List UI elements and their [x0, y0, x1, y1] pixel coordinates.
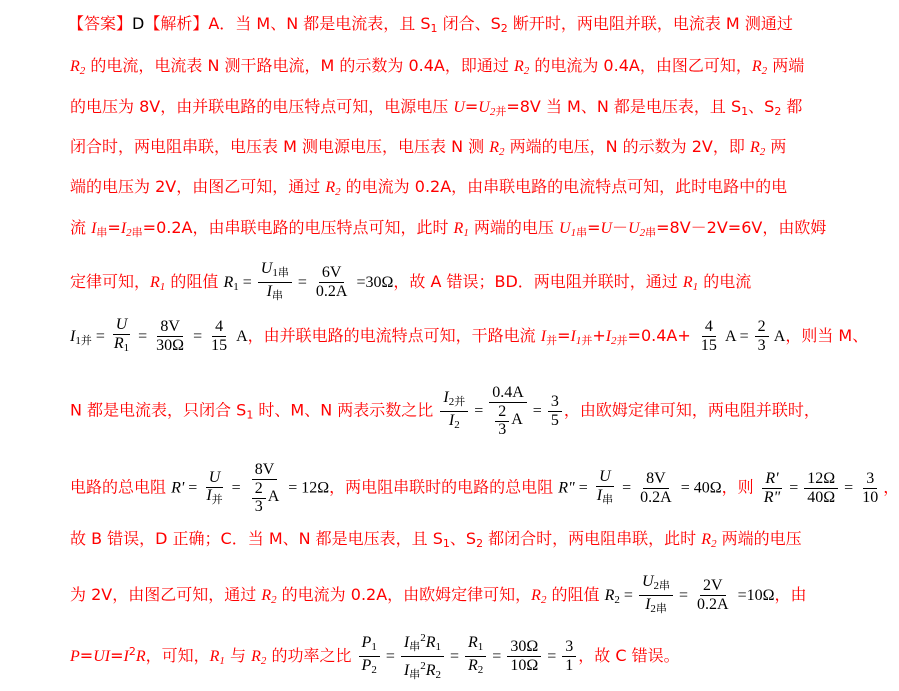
text: =0.2A，由串联电路的电压特点可知，此时 — [142, 218, 454, 237]
var: R — [251, 648, 261, 665]
num: R — [425, 634, 436, 651]
fraction — [153, 318, 187, 355]
sub: 串 — [131, 226, 143, 239]
math: A — [770, 328, 786, 345]
sub: 2 — [761, 65, 768, 77]
text: ， — [883, 477, 899, 497]
var: U — [628, 220, 640, 237]
sub: 2 — [540, 594, 547, 606]
fraction — [313, 264, 351, 301]
math: = — [227, 479, 245, 497]
text: 两端的电压，N 的示数为 2V，即 — [504, 137, 750, 156]
den: P — [361, 657, 372, 674]
sub: 串 — [645, 226, 657, 239]
text: = — [464, 97, 479, 116]
var: R — [749, 139, 760, 156]
var: U — [453, 99, 465, 116]
text-line-3 — [70, 96, 802, 123]
math: = — [618, 479, 636, 497]
var: R — [701, 531, 712, 548]
text: = — [587, 218, 601, 237]
text: 为 2V，由图乙可知，通过 — [70, 585, 262, 604]
fraction — [694, 577, 732, 614]
sub: 1 — [219, 655, 225, 667]
text: 断开时，两电阻并联，电流表 M 测通过 — [507, 14, 793, 33]
fraction — [359, 634, 380, 679]
sub: 2 — [435, 669, 441, 681]
var: P — [70, 648, 80, 665]
den: 0.2A — [697, 596, 729, 613]
sub: 2 — [476, 537, 484, 550]
sub: 1 — [442, 537, 450, 550]
sub: 1 — [430, 22, 438, 35]
den: I — [266, 283, 272, 300]
num: I — [403, 634, 410, 651]
sub: 并 — [616, 334, 628, 347]
sub: 2 — [500, 22, 508, 35]
var: R — [513, 58, 524, 75]
answer-value: D — [132, 14, 145, 33]
math: R" — [558, 479, 575, 497]
den: 0.2A — [315, 283, 348, 300]
sub: 并 — [495, 105, 507, 118]
text: 两 — [765, 137, 787, 156]
fraction — [208, 318, 230, 355]
sub: 1并 — [75, 335, 92, 347]
math: =30Ω — [352, 274, 394, 291]
math: = — [470, 402, 488, 420]
sub: 2 — [759, 146, 766, 158]
math: = — [293, 274, 311, 291]
sub: 1 — [463, 227, 469, 239]
var: R — [70, 58, 80, 75]
den: 3 — [254, 498, 263, 515]
math: R — [604, 587, 615, 604]
answer-tag: 【答案】 — [68, 14, 133, 33]
var: R — [135, 648, 146, 665]
fraction — [203, 469, 225, 508]
sub: 2 — [477, 664, 484, 676]
fraction — [859, 470, 881, 507]
math: = — [574, 479, 592, 497]
math: = — [528, 402, 546, 420]
text: 的功率之比 — [266, 646, 357, 665]
text-line-6 — [70, 217, 826, 244]
text: N 都是电流表，只闭合 S — [70, 400, 247, 420]
num: 2V — [700, 577, 726, 596]
sub: 2 — [79, 65, 86, 77]
sub: 串 — [271, 290, 283, 302]
text: ，由欧姆定律可知，两电阻并联时， — [563, 400, 820, 420]
math: = — [619, 587, 637, 604]
sub: 2并 — [448, 395, 466, 408]
sub: 1 — [123, 342, 130, 354]
num: 30Ω — [507, 638, 541, 657]
math: R' — [171, 479, 185, 497]
fraction — [111, 316, 132, 357]
var: R — [489, 139, 499, 156]
sup: 2 — [420, 660, 426, 672]
var: I — [91, 220, 97, 237]
den: 10 — [862, 488, 879, 506]
var: UI — [93, 648, 111, 665]
text: =8V 当 M、N 都是电压表，且 S — [506, 97, 742, 116]
sub: 1 — [477, 641, 484, 653]
den: I — [596, 486, 603, 504]
text: 的阻值 — [165, 272, 224, 291]
fraction — [495, 403, 509, 438]
den: I — [403, 662, 410, 679]
num: 2 — [755, 318, 769, 337]
text: 端的电压为 2V，由图乙可知，通过 — [70, 177, 326, 196]
sub: 2 — [335, 186, 341, 198]
num: 8V — [252, 461, 278, 480]
den: R — [468, 657, 478, 674]
text: 两端 — [767, 56, 805, 75]
var: R — [209, 648, 220, 665]
sub: 1 — [741, 105, 749, 118]
math: = — [785, 479, 803, 497]
den: R — [425, 662, 436, 679]
sub: 2 — [774, 105, 782, 118]
sub: 1 — [692, 281, 699, 293]
den: 10Ω — [510, 657, 539, 674]
text: 、S — [449, 529, 477, 548]
text: 的电流为 0.4A，由图乙可知， — [529, 56, 752, 75]
math: = — [543, 648, 561, 665]
math: = — [184, 479, 202, 497]
sup: 2 — [128, 645, 136, 658]
var: R — [531, 587, 541, 604]
fraction — [594, 468, 616, 509]
sub: 串 — [96, 226, 108, 239]
den: 3 — [757, 337, 766, 354]
den: I — [645, 596, 651, 613]
sub: 2串 — [650, 603, 667, 615]
fraction — [548, 393, 562, 430]
text-line-11 — [70, 528, 802, 555]
text-line-7 — [70, 260, 751, 305]
fraction — [258, 260, 292, 305]
var: U — [600, 220, 613, 237]
sub: 并 — [581, 334, 593, 347]
den: 0.2A — [640, 488, 672, 506]
text-line-5 — [70, 176, 787, 203]
text: ，则 — [721, 477, 759, 497]
num: 2 — [495, 403, 509, 422]
math: = — [488, 648, 506, 665]
sub: 串 — [602, 493, 614, 506]
text: ，故 C 错误。 — [578, 646, 680, 665]
text-line-8 — [70, 316, 868, 357]
math: I — [70, 328, 76, 345]
math: R — [223, 274, 234, 291]
sub: 1 — [575, 335, 582, 347]
text: 故 B 错误，D 正确；C．当 M、N 都是电压表，且 S — [70, 529, 443, 548]
num: 4 — [212, 318, 226, 337]
sub: 2 — [523, 65, 530, 77]
fraction — [755, 318, 769, 355]
text: － — [612, 218, 629, 237]
var: R — [325, 179, 336, 196]
math: A = — [721, 328, 753, 345]
sub: 1 — [233, 281, 239, 293]
sub: 1串 — [272, 267, 289, 279]
num: 3 — [548, 393, 562, 412]
var: R — [150, 274, 160, 291]
analysis-tag: 【解析】 — [144, 14, 209, 33]
math: =10Ω — [733, 587, 775, 604]
num: R — [468, 634, 478, 651]
text-line-1 — [68, 13, 793, 40]
fraction — [637, 470, 675, 507]
num: 3 — [863, 470, 877, 489]
fraction — [252, 480, 266, 515]
sub: 1 — [570, 227, 577, 239]
text: 的电压为 8V，由并联电路的电压特点可知，电源电压 — [70, 97, 454, 116]
math: = 40Ω — [676, 479, 722, 497]
text-line-2 — [70, 55, 804, 82]
sub: 串 — [409, 669, 421, 681]
fraction — [507, 638, 541, 675]
num: 2 — [252, 480, 266, 499]
den: 15 — [700, 337, 717, 354]
num: P — [361, 634, 372, 651]
den: R — [113, 335, 124, 352]
text-line-12 — [70, 573, 807, 618]
num: U — [596, 468, 614, 487]
den: 30Ω — [156, 337, 185, 354]
text: 两端的电压 — [716, 529, 802, 548]
num: 8V — [643, 470, 669, 489]
fraction — [804, 470, 838, 507]
num: I — [443, 388, 449, 406]
text: 两端的电压 — [468, 218, 560, 237]
var: R — [261, 587, 272, 604]
text: ，由 — [774, 585, 807, 604]
den: I — [448, 411, 455, 429]
text: A．当 M、N 都是电流表，且 S — [208, 14, 431, 33]
text: 定律可知， — [70, 272, 151, 291]
text: 的电流为 0.2A，由串联电路的电流特点可知，此时电路中的电 — [340, 177, 788, 196]
var: I — [540, 328, 547, 345]
fraction — [440, 389, 468, 434]
math: = — [675, 587, 693, 604]
text: = — [107, 218, 121, 237]
num: 3 — [562, 638, 576, 657]
var: I — [605, 328, 612, 345]
math: = — [189, 328, 207, 345]
text: = — [79, 646, 94, 665]
num: 4 — [702, 318, 716, 337]
den: 3 — [498, 421, 507, 438]
sub: 2 — [614, 594, 620, 606]
math: = — [238, 274, 256, 291]
sub: 1 — [435, 641, 441, 653]
num: R' — [762, 470, 781, 489]
var: U — [559, 220, 571, 237]
num: 6V — [319, 264, 345, 283]
math: A — [232, 328, 248, 345]
sub: 1 — [159, 281, 166, 293]
sub: 2 — [454, 418, 460, 431]
den: 15 — [211, 337, 228, 354]
num: U — [641, 573, 654, 590]
sub: 2串 — [653, 580, 671, 592]
text: ，可知， — [145, 646, 210, 665]
text: 都闭合时，两电阻串联，此时 — [483, 529, 702, 548]
text: 的电流 — [698, 272, 752, 291]
var: I — [123, 648, 129, 665]
var: I — [120, 220, 127, 237]
sub: 2 — [260, 655, 267, 667]
math: = — [840, 479, 858, 497]
num: U — [206, 469, 224, 488]
text: 电路的总电阻 — [70, 477, 172, 497]
den: I — [206, 486, 212, 504]
sub: 2 — [499, 146, 505, 158]
fraction — [761, 470, 784, 507]
num: U — [260, 260, 273, 277]
text: 、S — [748, 97, 775, 116]
num: 8V — [157, 318, 183, 337]
text: 的电流为 0.2A，由欧姆定律可知， — [276, 585, 532, 604]
text: ，则当 M、 — [785, 326, 869, 345]
math: = — [134, 328, 152, 345]
var: R — [682, 274, 693, 291]
text-line-13 — [70, 629, 680, 684]
text: + — [592, 326, 606, 345]
sub: 串 — [409, 641, 421, 653]
math: = — [445, 648, 463, 665]
unit: A — [511, 411, 523, 429]
text: = — [110, 646, 124, 665]
fraction — [639, 573, 673, 618]
sub: 2 — [711, 538, 717, 550]
sub: 1 — [246, 408, 254, 422]
text: 与 — [224, 646, 252, 665]
text-line-10 — [70, 461, 899, 515]
text: ，两电阻串联时的电路的总电阻 — [329, 477, 559, 497]
sub: 2 — [371, 664, 377, 676]
den: 5 — [550, 411, 559, 429]
num: 12Ω — [804, 470, 838, 489]
text: =8V－2V=6V，由欧姆 — [656, 218, 827, 237]
unit: A — [267, 488, 280, 506]
text: 的阻值 — [546, 585, 605, 604]
den: 40Ω — [807, 488, 836, 506]
fraction — [562, 638, 576, 675]
text: ，故 A 错误；BD．两电阻并联时，通过 — [393, 272, 683, 291]
text-line-4 — [70, 136, 786, 163]
math: = 12Ω — [284, 479, 330, 497]
num: U — [113, 316, 131, 335]
num: 0.4A — [489, 384, 527, 403]
math: = — [91, 328, 109, 345]
sub: 1 — [371, 641, 377, 653]
sub: 2 — [489, 106, 496, 118]
fraction — [489, 384, 527, 438]
sub: 2 — [126, 227, 132, 239]
text: 时、M、N 两表示数之比 — [253, 400, 439, 420]
text: = — [557, 326, 571, 345]
var: R — [453, 220, 464, 237]
sup: 2 — [420, 632, 426, 644]
text: 流 — [70, 218, 92, 237]
var: U — [478, 99, 490, 116]
sub: 并 — [546, 334, 558, 347]
text: 的电流，电流表 N 测干路电流，M 的示数为 0.4A，即通过 — [85, 56, 514, 75]
fraction — [465, 634, 486, 679]
fraction — [247, 461, 283, 515]
math: = — [381, 648, 399, 665]
den: 1 — [565, 657, 574, 674]
text-line-9 — [70, 384, 820, 438]
fraction — [401, 629, 444, 684]
den: R" — [763, 488, 781, 506]
fraction — [698, 318, 720, 355]
sub: 2 — [611, 335, 617, 347]
text: =0.4A+ — [627, 326, 696, 345]
var: I — [570, 328, 576, 345]
sub: 并 — [211, 493, 223, 506]
sub: 串 — [576, 226, 588, 239]
sub: 2 — [639, 227, 646, 239]
var: R — [751, 58, 762, 75]
text: ，由并联电路的电流特点可知，干路电流 — [247, 326, 541, 345]
text: 闭合时，两电阻串联，电压表 M 测电源电压，电压表 N 测 — [70, 137, 490, 156]
sub: 2 — [271, 594, 277, 606]
text: 都 — [781, 97, 803, 116]
text: 闭合、S — [437, 14, 501, 33]
